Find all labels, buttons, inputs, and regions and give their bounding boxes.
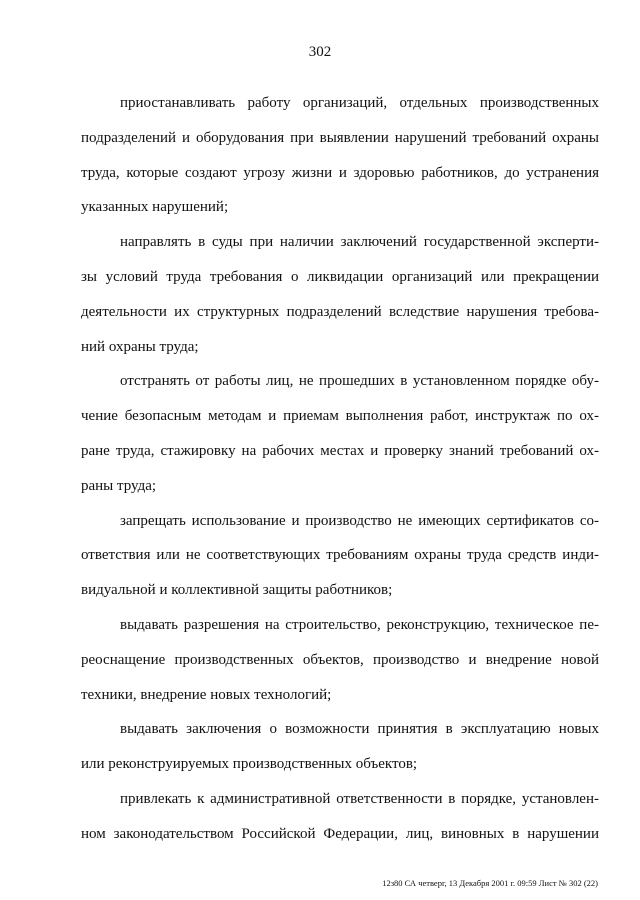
text-line: направлять в суды при наличии заключений государственной эксперти- — [120, 234, 599, 251]
text-line: зы условий труда требования о ликвидации организаций или прекращении — [81, 268, 599, 285]
text-line: привлекать к административной ответственности в порядке, установлен- — [120, 790, 599, 807]
page-number: 302 — [308, 44, 332, 60]
text-line: ном законодательством Российской Федерации, лиц, виновных в нарушении — [81, 825, 599, 842]
text-line: техники, внедрение новых технологий; — [81, 686, 332, 703]
page-footer: 12з80 СА четверг, 13 Декабря 2001 г. 09:59 Лист № 302 (22) — [382, 878, 598, 888]
text-line: подразделений и оборудования при выявлении нарушений требований охраны — [81, 129, 599, 146]
text-line: раны труда; — [81, 477, 157, 494]
text-line: запрещать использование и производство не имеющих сертификатов со- — [120, 512, 599, 529]
text-line: или реконструируемых производственных объектов; — [81, 756, 418, 773]
text-line: выдавать разрешения на строительство, реконструкцию, техническое пе- — [120, 616, 599, 633]
text-line: отстранять от работы лиц, не прошедших в установленном порядке обу- — [120, 373, 599, 390]
text-line: ответствия или не соответствующих требованиям охраны труда средств инди- — [81, 547, 599, 564]
text-line: деятельности их структурных подразделений вследствие нарушения требова- — [81, 303, 599, 320]
text-line: труда, которые создают угрозу жизни и здоровью работников, до устранения — [81, 164, 599, 181]
body-text — [81, 86, 599, 852]
text-line: указанных нарушений; — [81, 199, 229, 216]
text-line: выдавать заключения о возможности принятия в эксплуатацию новых — [120, 721, 599, 738]
text-line: ране труда, стажировку на рабочих местах и проверку знаний требований ох- — [81, 442, 599, 459]
text-line: видуальной и коллективной защиты работников; — [81, 582, 393, 599]
text-line: реоснащение производственных объектов, производство и внедрение новой — [81, 651, 599, 668]
text-line: приостанавливать работу организаций, отдельных производственных — [120, 95, 599, 111]
text-line: чение безопасным методам и приемам выполнения работ, инструктаж по ох- — [81, 408, 599, 425]
text-line: ний охраны труда; — [81, 338, 199, 355]
